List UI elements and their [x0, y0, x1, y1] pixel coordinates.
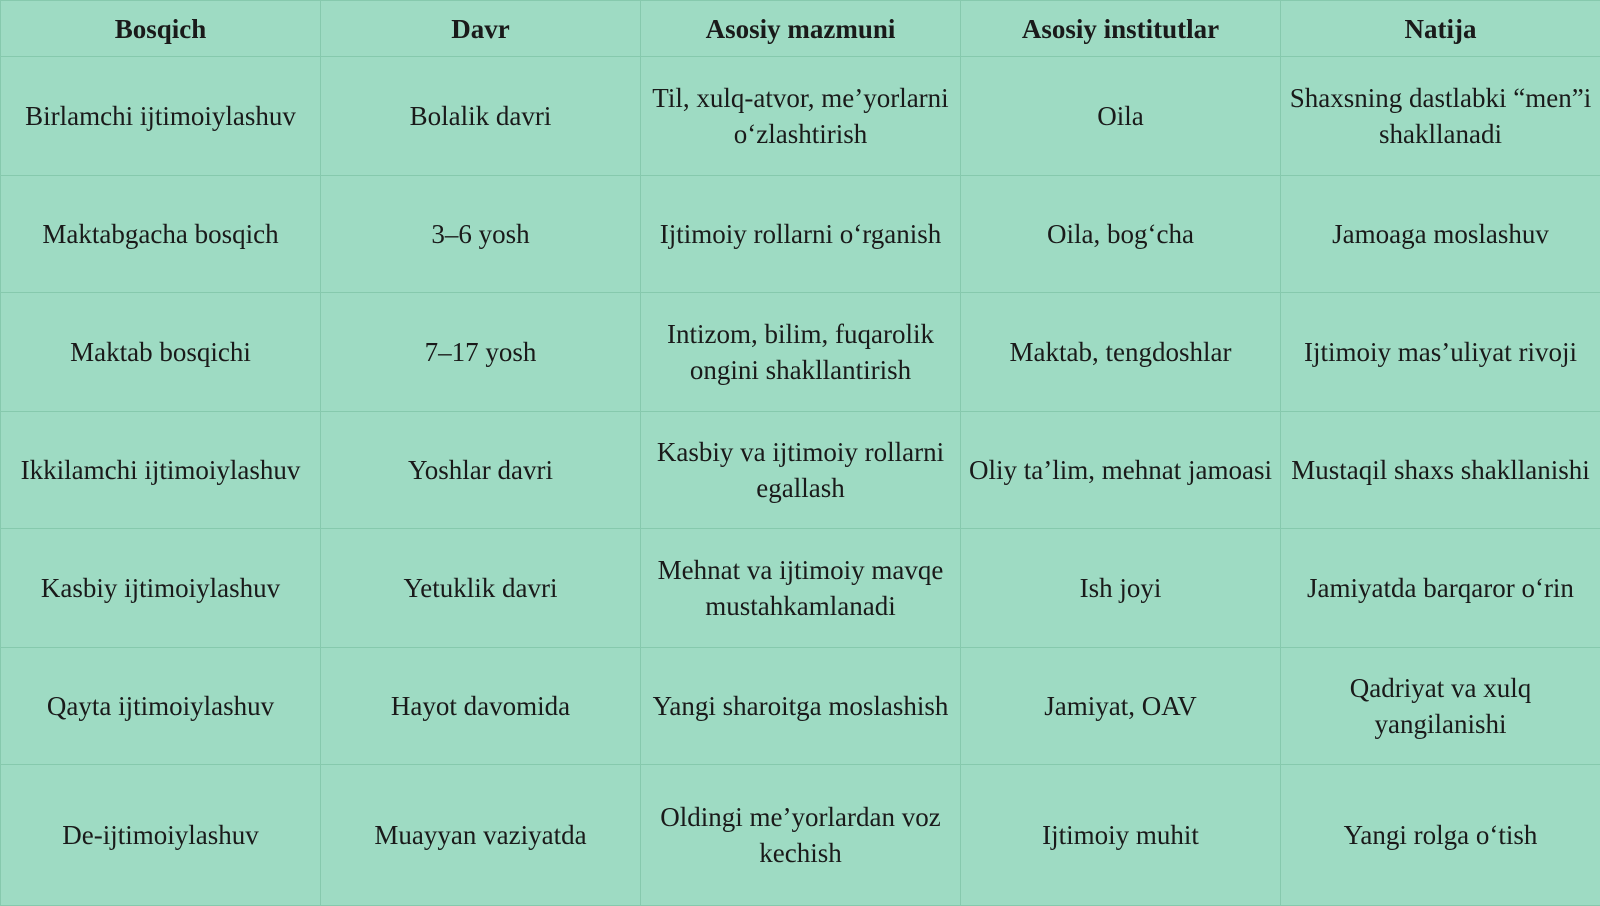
- cell-asosiy-mazmuni: Til, xulq-atvor, me’yorlarni o‘zlashtirish: [641, 57, 961, 176]
- cell-asosiy-mazmuni: Mehnat va ijtimoiy mavqe mustahkamlanadi: [641, 529, 961, 648]
- table-header: [1, 1, 1600, 57]
- cell-asosiy-mazmuni: Ijtimoiy rollarni o‘rganish: [641, 176, 961, 293]
- header-asosiy-institutlar: Asosiy institutlar: [961, 1, 1281, 57]
- header-row: [1, 1, 1600, 57]
- header-davr: Davr: [321, 1, 641, 57]
- cell-natija: Ijtimoiy mas’uliyat rivoji: [1281, 293, 1600, 412]
- cell-davr: Hayot davomida: [321, 648, 641, 765]
- cell-bosqich: Maktabgacha bosqich: [1, 176, 321, 293]
- cell-asosiy-institutlar: Maktab, tengdoshlar: [961, 293, 1281, 412]
- cell-bosqich: Birlamchi ijtimoiylashuv: [1, 57, 321, 176]
- table-row: [1, 765, 1600, 906]
- table-body: [1, 57, 1600, 906]
- cell-davr: 7–17 yosh: [321, 293, 641, 412]
- header-natija: Natija: [1281, 1, 1600, 57]
- cell-asosiy-institutlar: Ijtimoiy muhit: [961, 765, 1281, 906]
- cell-bosqich: Kasbiy ijtimoiylashuv: [1, 529, 321, 648]
- cell-bosqich: De-ijtimoiylashuv: [1, 765, 321, 906]
- table-row: [1, 176, 1600, 293]
- cell-davr: Muayyan vaziyatda: [321, 765, 641, 906]
- cell-bosqich: Maktab bosqichi: [1, 293, 321, 412]
- cell-natija: Jamoaga moslashuv: [1281, 176, 1600, 293]
- cell-natija: Shaxsning dastlabki “men”i shakllanadi: [1281, 57, 1600, 176]
- cell-natija: Qadriyat va xulq yangilanishi: [1281, 648, 1600, 765]
- cell-asosiy-institutlar: Oliy ta’lim, mehnat jamoasi: [961, 412, 1281, 529]
- cell-davr: Yoshlar davri: [321, 412, 641, 529]
- cell-asosiy-institutlar: Jamiyat, OAV: [961, 648, 1281, 765]
- cell-asosiy-institutlar: Oila, bog‘cha: [961, 176, 1281, 293]
- cell-natija: Mustaqil shaxs shakllanishi: [1281, 412, 1600, 529]
- cell-asosiy-mazmuni: Oldingi me’yorlardan voz kechish: [641, 765, 961, 906]
- table-row: [1, 293, 1600, 412]
- cell-bosqich: Ikkilamchi ijtimoiylashuv: [1, 412, 321, 529]
- cell-bosqich: Qayta ijtimoiylashuv: [1, 648, 321, 765]
- cell-asosiy-mazmuni: Intizom, bilim, fuqarolik ongini shakllantirish: [641, 293, 961, 412]
- cell-asosiy-mazmuni: Kasbiy va ijtimoiy rollarni egallash: [641, 412, 961, 529]
- cell-natija: Yangi rolga o‘tish: [1281, 765, 1600, 906]
- cell-davr: Bolalik davri: [321, 57, 641, 176]
- table-row: [1, 412, 1600, 529]
- cell-asosiy-institutlar: Oila: [961, 57, 1281, 176]
- table-row: [1, 529, 1600, 648]
- cell-davr: 3–6 yosh: [321, 176, 641, 293]
- cell-davr: Yetuklik davri: [321, 529, 641, 648]
- table-row: [1, 648, 1600, 765]
- cell-asosiy-institutlar: Ish joyi: [961, 529, 1281, 648]
- header-asosiy-mazmuni: Asosiy mazmuni: [641, 1, 961, 57]
- table-row: [1, 57, 1600, 176]
- cell-natija: Jamiyatda barqaror o‘rin: [1281, 529, 1600, 648]
- cell-asosiy-mazmuni: Yangi sharoitga moslashish: [641, 648, 961, 765]
- header-bosqich: Bosqich: [1, 1, 321, 57]
